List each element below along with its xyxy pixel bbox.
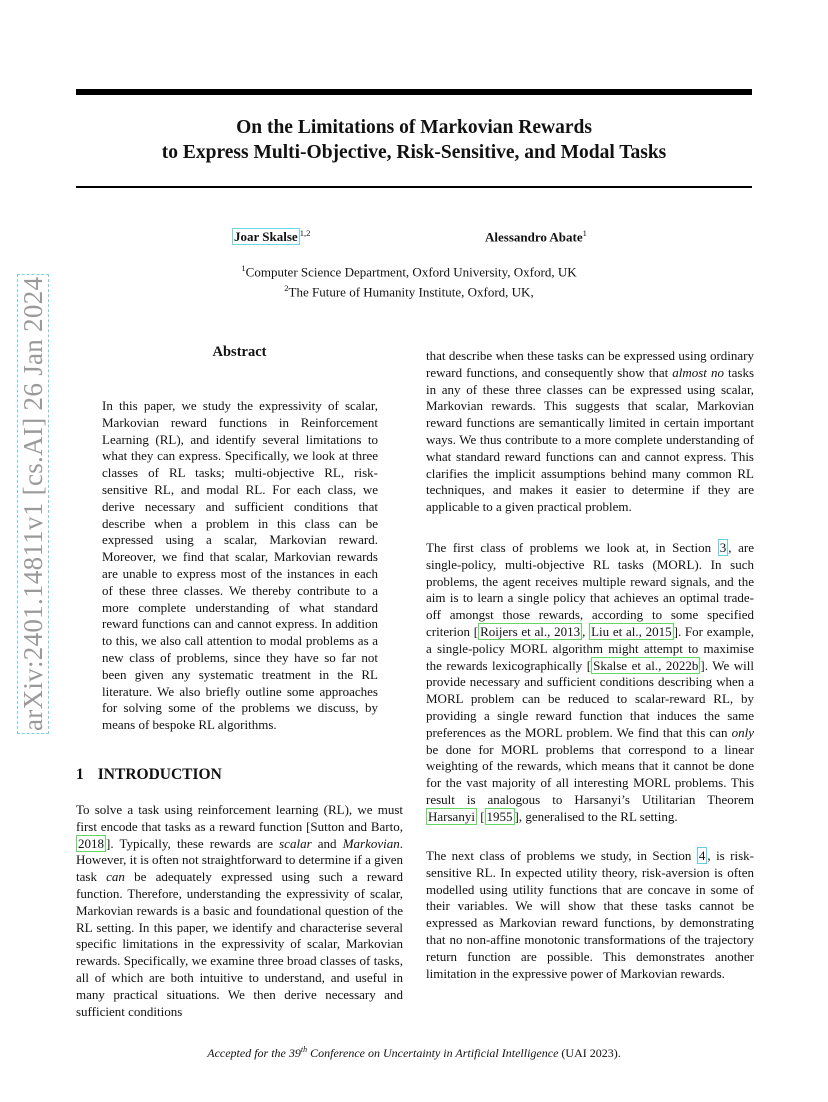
arxiv-link[interactable]: arXiv:2401.14811v1 [cs.AI] 26 Jan 2024 — [17, 274, 49, 734]
citation-link[interactable]: Skalse et al., 2022b — [593, 657, 699, 673]
arxiv-stamp — [18, 264, 48, 734]
title-line-2: to Express Multi-Objective, Risk-Sensitive, and Modal Tasks — [161, 142, 667, 163]
footer-venue-note: Accepted for the 39th Conference on Uncertainty in Artificial Intelligence (UAI 2023). — [207, 1045, 621, 1060]
citation-link[interactable]: Harsanyi — [428, 808, 475, 824]
section-ref-link[interactable]: 3 — [719, 540, 727, 555]
paper-title — [76, 115, 752, 165]
section-number: 1 — [76, 766, 84, 783]
section-ref-link[interactable]: 4 — [698, 848, 706, 863]
intro-paragraph-1-cont: that describe when these tasks can be expressed using ordinary reward functions, and consequently show that almost no tasks in any of these three classes can be expressed using scalar, Markovian rewards. This suggests that scalar, Markovian reward functions are semantically limited in certain important ways. We thus contribute to a more complete understanding of what standard reward functions can and cannot express. This clarifies the implicit assumptions behind many common RL techniques, and makes it easier to determine if they are applicable to a given practical problem. — [426, 348, 755, 515]
author-1 — [232, 228, 310, 245]
intro-paragraph-1: To solve a task using reinforcement learning (RL), we must first encode that tasks as a reward function [Sutton and Barto, 2018 ]. Typically, these rewards are scalar and Markovian. However, it is often not straightforward to determine if a given task can be adequately expressed using such a reward function. Therefore, understanding the expressivity of scalar, Markovian rewards is a basic and foundational question of the RL setting. In this paper, we identify and characterise several specific limitations in the expressivity of scalar, Markovian rewards. Specifically, we examine three broad classes of tasks, all of which are both intuitive to understand, and useful in many practical situations. We then derive necessary and sufficient conditions — [76, 802, 403, 1019]
affiliations — [0, 260, 828, 301]
abstract-heading: Abstract — [212, 344, 267, 360]
section-heading-introduction — [76, 766, 236, 784]
author-1-link[interactable]: Joar Skalse — [234, 229, 298, 245]
citation-link[interactable]: 1955 — [486, 808, 513, 824]
top-rule — [76, 89, 752, 95]
title-rule — [76, 186, 752, 188]
affiliation-1: $^1$Computer Science Department, Oxford University, Oxford, UK — [241, 263, 577, 280]
author-2-name: Alessandro Abate — [485, 229, 583, 245]
section-title: INTRODUCTION — [97, 766, 222, 783]
abstract-text: In this paper, we study the expressivity of scalar, Markovian reward functions in Reinforcement Learning (RL), and identify several limitations to what they can express. Specifically, we look at three classes of RL tasks; multi-objective RL, risk-sensitive RL, and modal RL. For each class, we derive necessary and sufficient conditions that describe when a problem in this class can be expressed using a scalar, Markovian reward. Moreover, we find that scalar, Markovian rewards are unable to express most of the instances in each of these three classes. We thereby contribute to a more complete understanding of what standard reward functions can and cannot express. In addition to this, we also call attention to modal problems as a new class of problems, since they have so far not been given any systematic treatment in the RL literature. We also briefly outline some approaches for solving some of the problems we discuss, by means of bespoke RL algorithms. — [102, 398, 378, 733]
intro-paragraph-2: The first class of problems we look at, in Section 3 , are single-policy, multi-objective RL tasks (MORL). In such problems, the agent receives multiple reward signals, and the aim is to learn a single policy that achieves an optimal trade-off amongst those rewards, according to some specified criterion [ Roijers et al., 2013 , Liu et al., 2015 ]. For example, a single-policy MORL algorithm might attempt to maximise the rewards lexicographically [ Skalse et al., 2022b ]. We will provide necessary and sufficient conditions describing when a MORL problem can be reduced to scalar-reward RL, by providing a single reward function that induces the same preferences as the MORL problem. We find that this can only be done for MORL problems that correspond to a linear weighting of the rewards, which means that it cannot be done for the vast majority of all interesting MORL problems. This result is analogous to Harsanyi’s Utilitarian Theorem Harsanyi [ 1955 ], generalised to the RL setting. — [426, 540, 754, 824]
citation-link[interactable]: Roijers et al., 2013 — [480, 623, 581, 639]
intro-paragraph-3: The next class of problems we study, in Section 4 , is risk-sensitive RL. In expected utility theory, risk-aversion is often modelled using utility functions that are concave in some of their variables. We will show that these tasks cannot be expressed as Markovian reward functions, by demonstrating that no non-affine monotonic transformations of the trajectory return function are possible. This demonstrates another limitation in the expressive power of Markovian rewards. — [426, 848, 755, 981]
citation-link[interactable]: Liu et al., 2015 — [591, 623, 672, 639]
citation-link[interactable]: 2018 — [78, 835, 104, 851]
author-1-affil: 1,2 — [299, 228, 311, 238]
author-2 — [485, 228, 587, 245]
title-line-1: On the Limitations of Markovian Rewards — [236, 117, 592, 138]
author-2-affil: 1 — [582, 228, 587, 238]
affiliation-2: $^2$The Future of Humanity Institute, Oxford, UK, — [284, 283, 534, 300]
